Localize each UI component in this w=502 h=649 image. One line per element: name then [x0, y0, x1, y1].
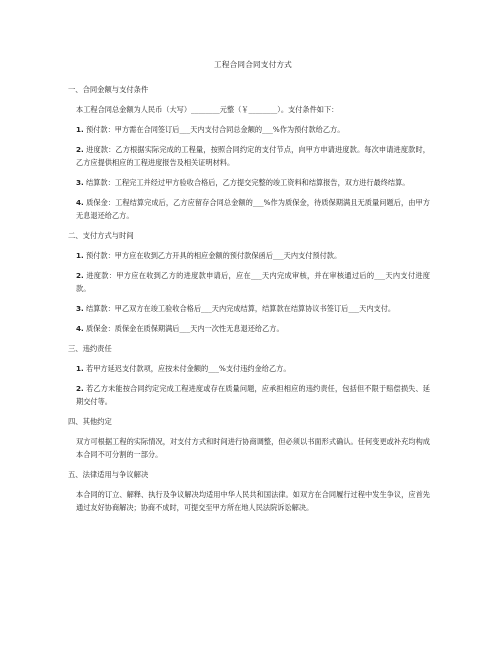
document-title: 工程合同合同支付方式 [214, 60, 292, 69]
section-1-item-1: 1. 预付款：甲方需在合同签订后___天内支付合同总金额的___%作为预付款给乙方。 [76, 125, 345, 134]
section-1-item-3: 3. 结算款：工程完工并经过甲方验收合格后，乙方提交完整的竣工资料和结算报告，双方进行最终结算。 [76, 178, 410, 187]
section-1-intro: 本工程合同总金额为人民币（大写）________元整（￥________）。支付条件如下： [76, 105, 339, 114]
section-3-item-1: 1. 若甲方延迟支付款项，应按未付金额的___%支付违约金给乙方。 [76, 364, 291, 373]
section-4-body: 双方可根据工程的实际情况，对支付方式和时间进行协商调整，但必须以书面形式确认。任何变更或补充均构成本合同不可分割的一部分。 [76, 437, 430, 459]
section-2-item-1: 1. 预付款：甲方应在收到乙方开具的相应金额的预付款保函后___天内支付预付款。 [76, 251, 342, 260]
section-heading-4: 四、其他约定 [68, 417, 112, 426]
section-2-item-2: 2. 进度款：甲方应在收到乙方的进度款申请后，应在___天内完成审核，并在审核通过后的___天内支付进度款。 [76, 271, 430, 293]
section-heading-3: 三、违约责任 [68, 344, 112, 353]
section-heading-2: 二、支付方式与时间 [68, 231, 134, 240]
section-1-item-2: 2. 进度款：乙方根据实际完成的工程量，按照合同约定的支付节点，向甲方申请进度款。每次申请进度款时，乙方应提供相应的工程进度报告及相关证明材料。 [76, 145, 430, 167]
section-3-item-2: 2. 若乙方未能按合同约定完成工程进度或存在质量问题，应承担相应的违约责任，包括但不限于赔偿损失、延期交付等。 [76, 384, 430, 406]
section-2-item-3: 3. 结算款：甲乙双方在竣工验收合格后___天内完成结算，结算款在结算协议书签订后___天内支付。 [76, 304, 396, 313]
section-heading-1: 一、合同金额与支付条件 [68, 85, 149, 94]
section-1-item-4: 4. 质保金：工程结算完成后，乙方应留存合同总金额的___%作为质保金，待质保期满且无质量问题后，由甲方无息退还给乙方。 [76, 198, 430, 220]
section-heading-5: 五、法律适用与争议解决 [68, 470, 149, 479]
section-5-body: 本合同的订立、解释、执行及争议解决均适用中华人民共和国法律。如双方在合同履行过程中发生争议，应首先通过友好协商解决；协商不成时，可提交至甲方所在地人民法院诉讼解决。 [76, 490, 430, 512]
section-2-item-4: 4. 质保金：质保金在质保期满后___天内一次性无息退还给乙方。 [76, 324, 284, 333]
